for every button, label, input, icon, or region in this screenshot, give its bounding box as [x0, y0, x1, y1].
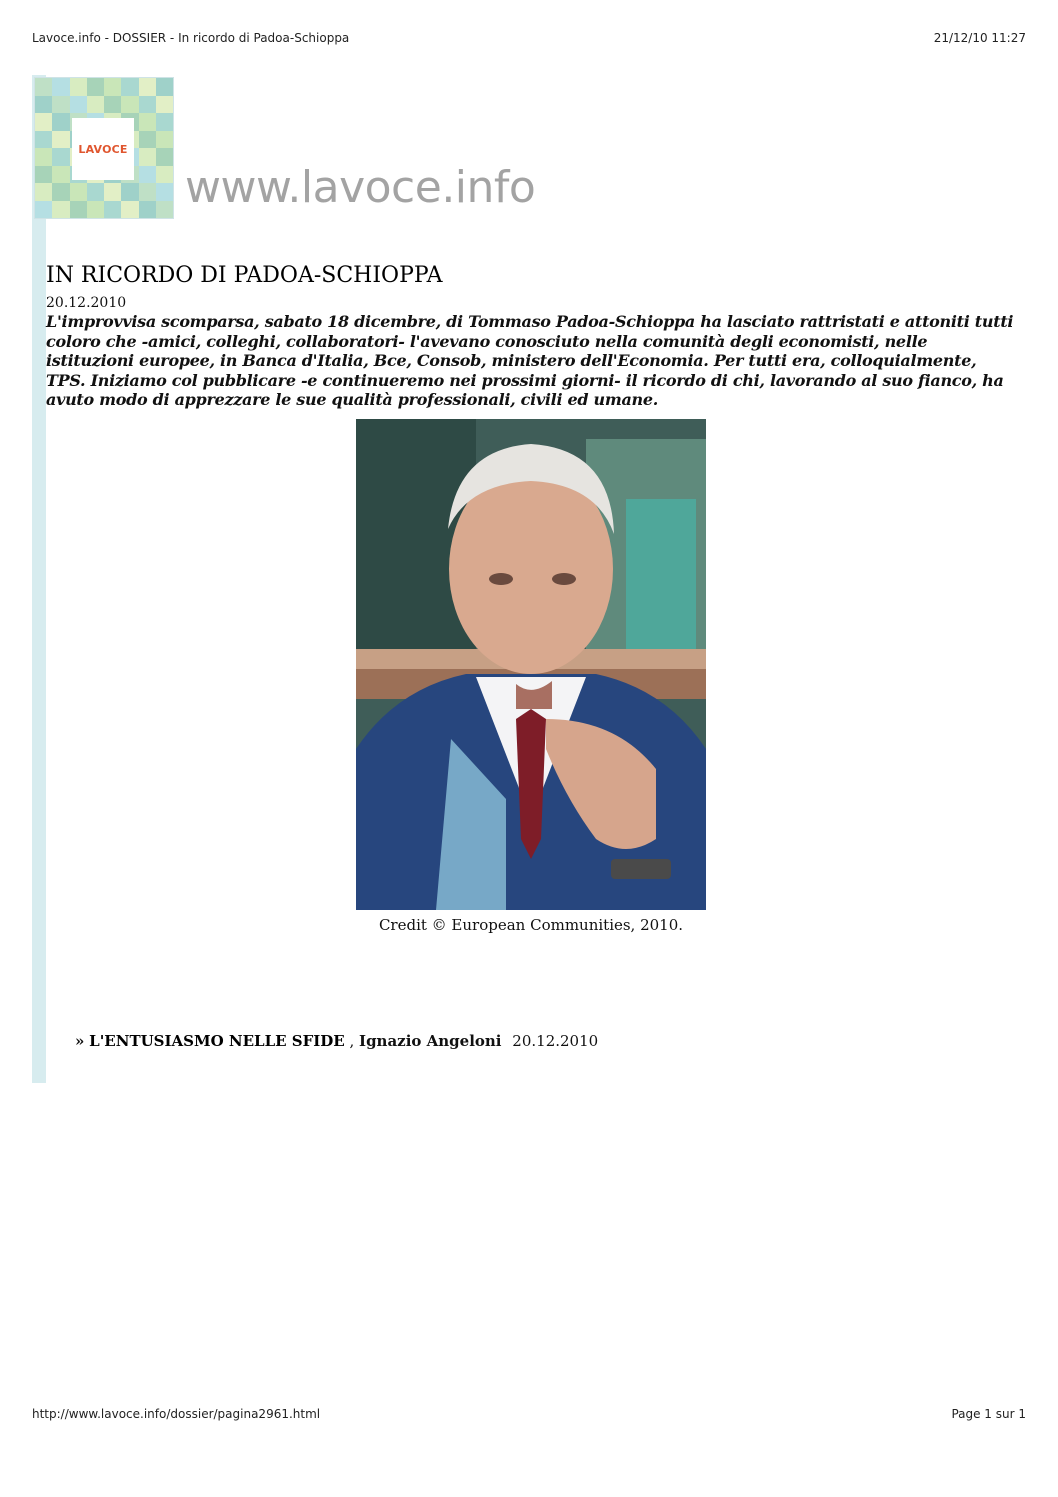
- print-footer-page: Page 1 sur 1: [951, 1407, 1026, 1421]
- related-author: Ignazio Angeloni: [359, 1032, 502, 1050]
- article-date: 20.12.2010: [46, 295, 127, 311]
- logo-tile: [35, 113, 52, 131]
- related-article-link[interactable]: L'ENTUSIASMO NELLE SFIDE: [89, 1032, 345, 1050]
- logo-tile: [121, 78, 138, 96]
- logo-tile: [70, 183, 87, 201]
- logo-tile: [87, 201, 104, 219]
- left-rail: [32, 75, 46, 1083]
- related-bullet: »: [75, 1032, 85, 1050]
- logo-tile: [52, 148, 69, 166]
- logo-tile: [35, 166, 52, 184]
- logo-tile: [139, 131, 156, 149]
- logo-tile: [139, 183, 156, 201]
- logo-tile: [52, 201, 69, 219]
- logo-tile: [121, 201, 138, 219]
- logo-tile: [156, 148, 173, 166]
- logo-tile: [156, 113, 173, 131]
- logo-tile: [156, 78, 173, 96]
- article-lead: L'improvvisa scomparsa, sabato 18 dicembre, di Tommaso Padoa-Schioppa ha lasciato rattristati e attoniti tutti coloro che -amici, colleghi, collaboratori- l'avevano conosciuto nella comunità degli economisti, nelle istituzioni europee, in Banca d'Italia, Bce, Consob, ministero dell'Economia. Per tutti era, colloquialmente, TPS. Iniziamo col pubblicare -e continueremo nei prossimi giorni- il ricordo di chi, lavorando al suo fianco, ha avuto modo di apprezzare le sue qualità professionali, civili ed umane.: [46, 312, 1014, 410]
- logo-tile: [35, 201, 52, 219]
- logo-tile: [139, 166, 156, 184]
- logo-tile: [35, 96, 52, 114]
- related-separator: ,: [344, 1032, 360, 1050]
- logo-tile: [139, 148, 156, 166]
- print-header: [32, 31, 1026, 45]
- logo-tile: [70, 201, 87, 219]
- logo-tile: [52, 166, 69, 184]
- logo-tile: [104, 78, 121, 96]
- logo-tile: [70, 78, 87, 96]
- article-title: IN RICORDO DI PADOA-SCHIOPPA: [46, 263, 443, 288]
- logo-badge: LAVOCE: [72, 118, 134, 180]
- portrait-illustration: [356, 419, 706, 910]
- portrait-photo: [356, 419, 706, 910]
- logo-tile: [35, 78, 52, 96]
- logo-tile: [156, 166, 173, 184]
- site-logo[interactable]: [34, 77, 174, 219]
- logo-tile: [104, 183, 121, 201]
- logo-tile: [139, 113, 156, 131]
- logo-tile: [87, 78, 104, 96]
- logo-tile: [87, 96, 104, 114]
- logo-tile: [104, 201, 121, 219]
- logo-tile: [139, 201, 156, 219]
- logo-tile: [87, 183, 104, 201]
- logo-tile: [156, 131, 173, 149]
- site-url-wordmark: www.lavoce.info: [185, 162, 536, 213]
- print-header-datetime: 21/12/10 11:27: [933, 31, 1026, 45]
- logo-tile: [70, 96, 87, 114]
- logo-tile: [52, 113, 69, 131]
- photo-caption: Credit © European Communities, 2010.: [378, 916, 684, 934]
- logo-tile: [52, 131, 69, 149]
- logo-tile: [121, 96, 138, 114]
- print-footer: [32, 1407, 1026, 1421]
- print-footer-url: http://www.lavoce.info/dossier/pagina2961.html: [32, 1407, 321, 1421]
- logo-tile: [52, 78, 69, 96]
- logo-tile: [156, 201, 173, 219]
- logo-tile: [156, 96, 173, 114]
- logo-tile: [52, 183, 69, 201]
- logo-tile: [52, 96, 69, 114]
- article: [46, 262, 1016, 410]
- related-article: [75, 1031, 598, 1051]
- related-date: 20.12.2010: [512, 1032, 599, 1050]
- logo-tile: [35, 148, 52, 166]
- logo-tile: [121, 183, 138, 201]
- logo-tile: [156, 183, 173, 201]
- logo-tile: [35, 183, 52, 201]
- print-header-title: Lavoce.info - DOSSIER - In ricordo di Padoa-Schioppa: [32, 31, 350, 45]
- logo-tile: [139, 78, 156, 96]
- logo-tile: [139, 96, 156, 114]
- logo-tile: [35, 131, 52, 149]
- logo-tile: [104, 96, 121, 114]
